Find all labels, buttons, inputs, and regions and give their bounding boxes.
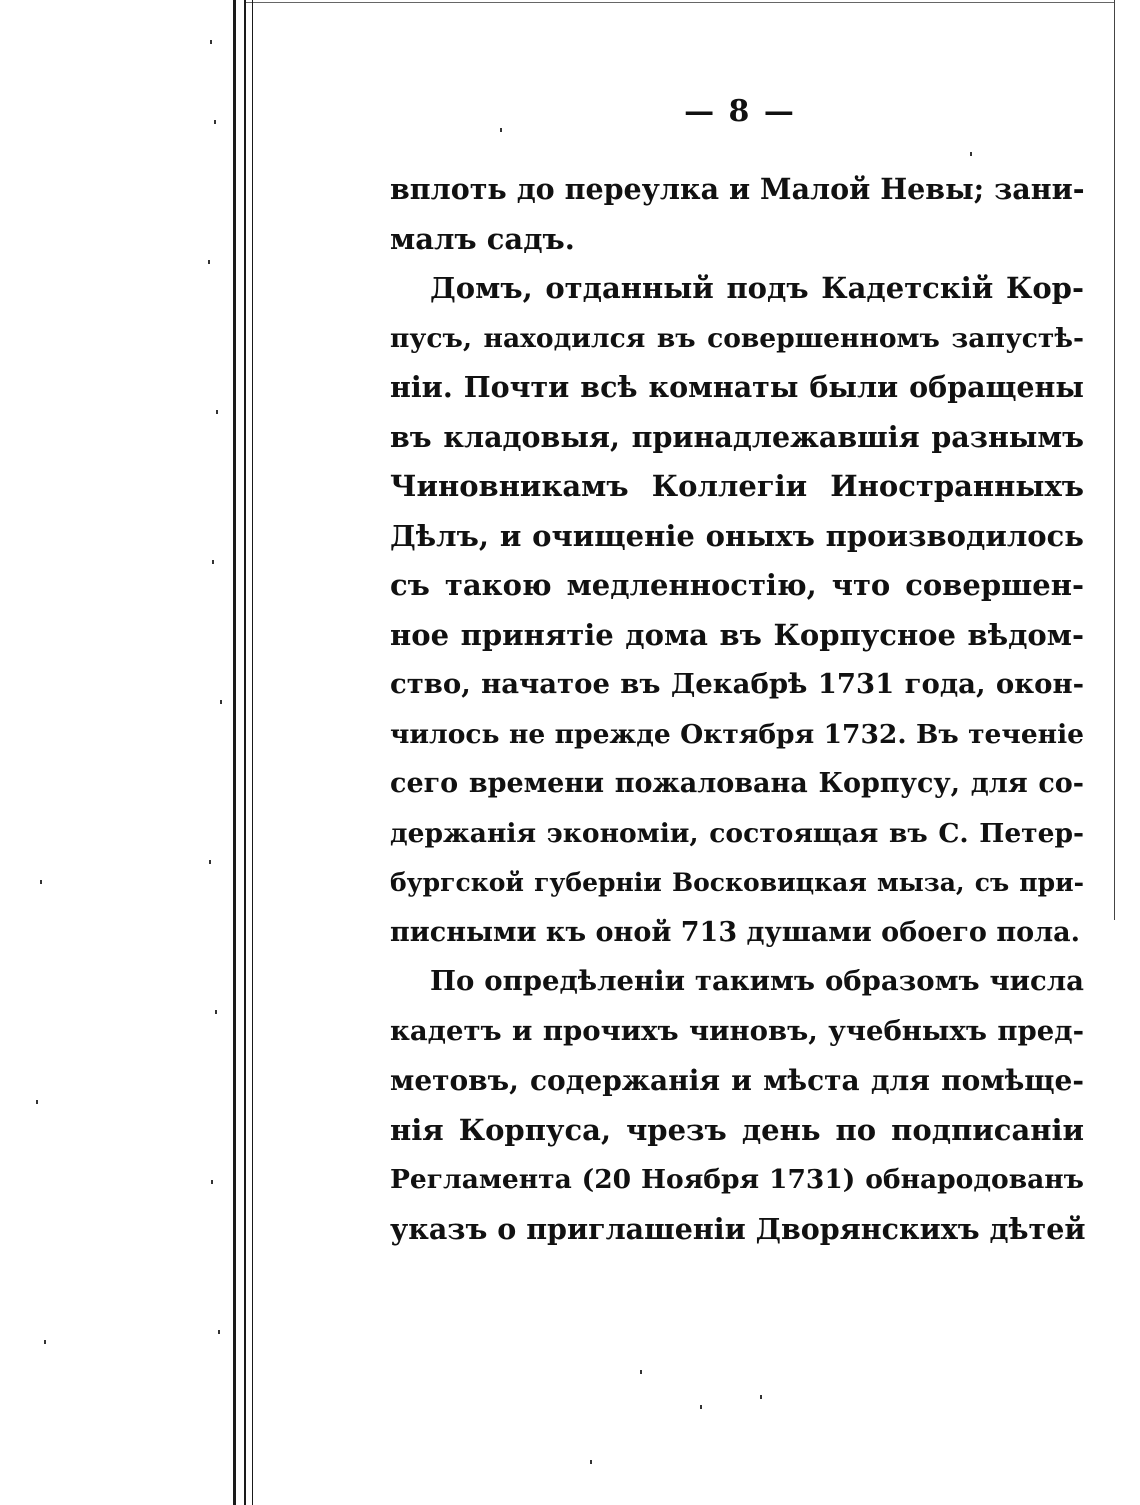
text-line: нія Корпуса, чрезъ день по подписаніи: [390, 1112, 1084, 1147]
text-line: сего времени пожалована Корпусу, для со-: [390, 768, 1084, 799]
text-line: кадетъ и прочихъ чиновъ, учебныхъ пред-: [390, 1014, 1084, 1047]
text-line: писными къ оной 713 душами обоего пола.: [390, 916, 1081, 948]
text-line: чилось не прежде Октября 1732. Въ теченіе: [390, 718, 1084, 750]
text-line: ное принятіе дома въ Корпусное вѣдом-: [390, 617, 1084, 652]
binding-gutter-line: [252, 0, 253, 1505]
body-text: [390, 165, 1084, 1254]
text-line: Домъ, отданный подъ Кадетскій Кор-: [430, 271, 1084, 305]
text-line: вплоть до переулка и Малой Невы; зани-: [390, 172, 1085, 206]
text-line: По опредѣленіи такимъ образомъ числа: [430, 965, 1084, 997]
text-line: съ такою медленностію, что совершен-: [390, 568, 1084, 602]
binding-gutter-line: [233, 0, 236, 1505]
text-line: Регламента (20 Ноября 1731) обнародованъ: [390, 1164, 1084, 1195]
text-line: Дѣлъ, и очищеніе оныхъ производилось: [390, 518, 1084, 553]
text-line: въ кладовыя, принадлежавшія разнымъ: [390, 419, 1084, 454]
text-line: ство, начатое въ Декабрѣ 1731 года, окон-: [390, 668, 1084, 700]
text-line: малъ садъ.: [390, 221, 575, 256]
page-right-edge: [1114, 0, 1115, 920]
binding-gutter-line: [244, 0, 246, 1505]
text-line: пусъ, находился въ совершенномъ запустѣ-: [390, 322, 1084, 354]
text-line: указъ о приглашеніи Дворянскихъ дѣтей: [390, 1211, 1086, 1246]
text-line: держанія экономіи, состоящая въ С. Петер-: [390, 817, 1084, 849]
scan-top-edge: [244, 2, 1114, 3]
page-number: — 8 —: [684, 94, 796, 129]
text-line: ніи. Почти всѣ комнаты были обращены: [390, 370, 1084, 404]
text-line: бургской губерніи Восковицкая мыза, съ при-: [390, 868, 1084, 897]
text-line: Чиновникамъ Коллегіи Иностранныхъ: [390, 469, 1084, 503]
text-line: метовъ, содержанія и мѣста для помѣще-: [390, 1064, 1084, 1097]
